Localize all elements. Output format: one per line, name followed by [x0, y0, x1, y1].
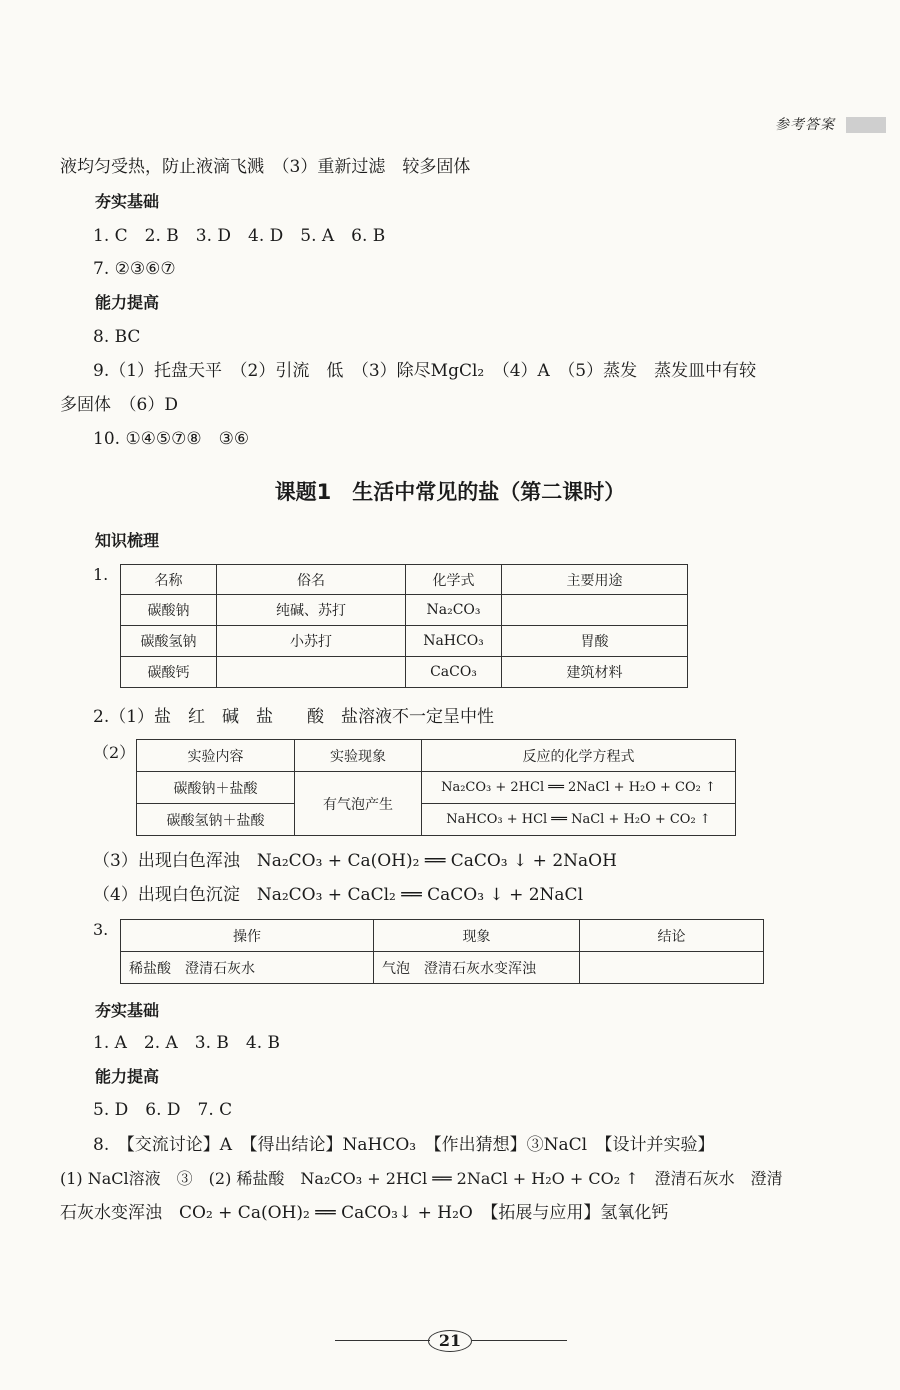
- text-line: （4）出现白色沉淀 Na₂CO₃ + CaCl₂ ══ CaCO₃ ↓ + 2NaCl: [93, 885, 584, 905]
- table-row: [121, 626, 688, 657]
- table-header: 反应的化学方程式: [422, 740, 736, 772]
- text-line: 液均匀受热，防止液滴飞溅 （3）重新过滤 较多固体: [60, 157, 471, 177]
- text-line: （3）出现白色浑浊 Na₂CO₃ + Ca(OH)₂ ══ CaCO₃ ↓ + 2NaOH: [93, 851, 617, 871]
- text-line: 8. BC: [93, 327, 141, 347]
- text-line: 5. D 6. D 7. C: [93, 1100, 233, 1120]
- table-row: [137, 772, 736, 804]
- table-cell: [502, 595, 688, 626]
- question-number: （2）: [93, 743, 136, 762]
- table-row: [137, 804, 736, 836]
- text-line: 石灰水变浑浊 CO₂ + Ca(OH)₂ ══ CaCO₃↓ + H₂O 【拓展与应用】氢氧化钙: [60, 1203, 669, 1223]
- table-row: [121, 595, 688, 626]
- table-cell: NaHCO₃: [406, 626, 502, 657]
- question-number: 3.: [93, 920, 109, 939]
- section-heading: 知识梳理: [95, 531, 160, 550]
- table-cell: 碳酸氢钠＋盐酸: [137, 804, 295, 836]
- table-cell: 胃酸: [502, 626, 688, 657]
- table-cell: 碳酸钠: [121, 595, 217, 626]
- table-cell: 碳酸氢钠: [121, 626, 217, 657]
- text-line: 10. ①④⑤⑦⑧ ③⑥: [93, 429, 250, 449]
- section-heading: 能力提高: [95, 1067, 160, 1086]
- experiment-table: [120, 919, 764, 984]
- question-number: 1.: [93, 565, 109, 584]
- text-line: (1) NaCl溶液 ③ (2) 稀盐酸 Na₂CO₃ + 2HCl ══ 2NaCl + H₂O + CO₂ ↑ 澄清石灰水 澄清: [60, 1169, 783, 1188]
- page-rule-right: [472, 1340, 567, 1341]
- table-header: 现象: [374, 920, 580, 952]
- table-cell: 纯碱、苏打: [217, 595, 406, 626]
- table-header: 主要用途: [502, 565, 688, 595]
- table-cell: 建筑材料: [502, 657, 688, 688]
- section-heading: 夯实基础: [95, 1001, 160, 1020]
- lesson-title: 课题1 生活中常见的盐（第二课时）: [274, 480, 626, 504]
- table-header: 实验内容: [137, 740, 295, 772]
- table-cell: 碳酸钠＋盐酸: [137, 772, 295, 804]
- text-line: 1. C 2. B 3. D 4. D 5. A 6. B: [93, 226, 386, 246]
- section-heading: 能力提高: [95, 293, 160, 312]
- section-heading: 夯实基础: [95, 192, 160, 211]
- table-cell: 有气泡产生: [295, 772, 422, 836]
- table-header: 化学式: [406, 565, 502, 595]
- table-cell: [217, 657, 406, 688]
- page-number: [0, 1330, 900, 1352]
- table-cell: Na₂CO₃: [406, 595, 502, 626]
- page-rule-left: [335, 1340, 430, 1341]
- table-cell: 小苏打: [217, 626, 406, 657]
- header-bar: [846, 117, 886, 133]
- table-cell: 碳酸钙: [121, 657, 217, 688]
- table-header: 实验现象: [295, 740, 422, 772]
- table-cell: NaHCO₃ + HCl ══ NaCl + H₂O + CO₂ ↑: [422, 804, 736, 836]
- table-cell: 气泡 澄清石灰水变浑浊: [374, 952, 580, 984]
- header-label: 参考答案: [775, 117, 835, 133]
- table-header: 俗名: [217, 565, 406, 595]
- salt-table: [120, 564, 688, 688]
- reaction-table: [136, 739, 736, 836]
- text-line: 2.（1）盐 红 碱 盐 酸 盐溶液不一定呈中性: [93, 707, 495, 727]
- table-cell: Na₂CO₃ + 2HCl ══ 2NaCl + H₂O + CO₂ ↑: [422, 772, 736, 804]
- table-cell: [580, 952, 764, 984]
- table-row: [121, 657, 688, 688]
- table-header: 名称: [121, 565, 217, 595]
- text-line: 8. 【交流讨论】A 【得出结论】NaHCO₃ 【作出猜想】③NaCl 【设计并实验】: [93, 1135, 715, 1155]
- text-line: 1. A 2. A 3. B 4. B: [93, 1033, 281, 1053]
- table-header: 操作: [121, 920, 374, 952]
- table-row: [121, 952, 764, 984]
- text-line: 7. ②③⑥⑦: [93, 259, 176, 279]
- page-number-label: 21: [428, 1330, 472, 1352]
- table-cell: 稀盐酸 澄清石灰水: [121, 952, 374, 984]
- table-cell: CaCO₃: [406, 657, 502, 688]
- text-line: 多固体 （6）D: [60, 395, 178, 415]
- table-header: 结论: [580, 920, 764, 952]
- text-line: 9.（1）托盘天平 （2）引流 低 （3）除尽MgCl₂ （4）A （5）蒸发 蒸发皿中有较: [93, 361, 757, 381]
